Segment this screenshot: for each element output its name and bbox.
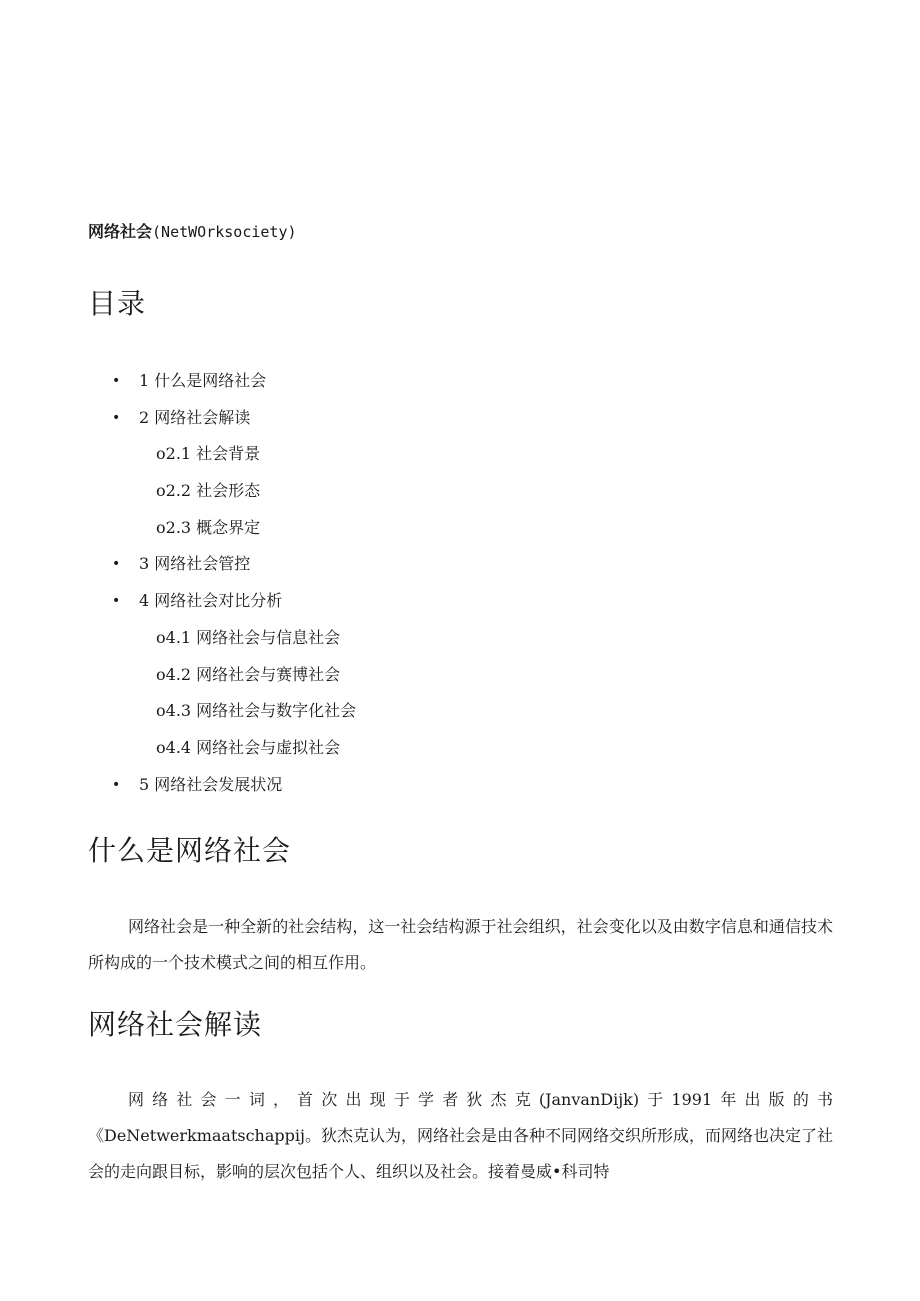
section-paragraph-what-is: 网络社会是一种全新的社会结构，这一社会结构源于社会组织，社会变化以及由数字信息和通信技术所构成的一个技术模式之间的相互作用。 (88, 917, 833, 972)
toc-item[interactable] (0, 662, 920, 699)
toc-item-label: o4.4 网络社会与虚拟社会 (156, 737, 341, 757)
toc-item[interactable] (0, 551, 920, 588)
toc-item[interactable] (0, 698, 920, 735)
document-title-english: (NetWOrksociety) (152, 223, 297, 241)
toc-item-label: o2.3 概念界定 (156, 517, 261, 537)
toc-item[interactable] (0, 588, 920, 625)
toc-item[interactable] (0, 441, 920, 478)
table-of-contents (0, 368, 920, 808)
toc-item-label: o4.1 网络社会与信息社会 (156, 627, 341, 647)
toc-heading: 目录 (88, 287, 147, 320)
toc-item-label: 4 网络社会对比分析 (139, 591, 283, 611)
toc-item[interactable] (0, 368, 920, 405)
toc-item-label: o2.1 社会背景 (156, 444, 261, 464)
bullet-icon: • (112, 373, 121, 389)
toc-item[interactable] (0, 772, 920, 809)
toc-item-label: 1 什么是网络社会 (139, 371, 267, 390)
bullet-icon: • (112, 409, 121, 426)
section-paragraph-interpretation: 网络社会一词，首次出现于学者狄杰克(JanvanDijk)于1991年出版的书《DeNetwerkmaatschappij。狄杰克认为，网络社会是由各种不同网络交织所形成，而网络也决定了社会的走向跟目标，影响的层次包括个人、组织以及社会。接着曼威•科司特 (88, 1090, 833, 1181)
toc-item[interactable] (0, 405, 920, 442)
document-title (88, 221, 297, 243)
toc-item[interactable] (0, 515, 920, 552)
toc-item-label: o4.2 网络社会与赛博社会 (156, 664, 341, 684)
bullet-icon: • (112, 776, 121, 793)
toc-item-label: o4.3 网络社会与数字化社会 (156, 701, 357, 721)
toc-item[interactable] (0, 625, 920, 662)
bullet-icon: • (112, 556, 121, 573)
section-heading-what-is: 什么是网络社会 (88, 834, 292, 867)
toc-item-label: 2 网络社会解读 (139, 407, 251, 427)
toc-item-label: o2.2 社会形态 (156, 481, 261, 501)
section-heading-interpretation: 网络社会解读 (88, 1008, 263, 1041)
document-title-chinese: 网络社会 (88, 222, 153, 241)
toc-item[interactable] (0, 478, 920, 515)
toc-item-label: 3 网络社会管控 (139, 554, 251, 574)
bullet-icon: • (112, 593, 121, 610)
toc-item-label: 5 网络社会发展状况 (139, 774, 283, 794)
toc-item[interactable] (0, 735, 920, 772)
